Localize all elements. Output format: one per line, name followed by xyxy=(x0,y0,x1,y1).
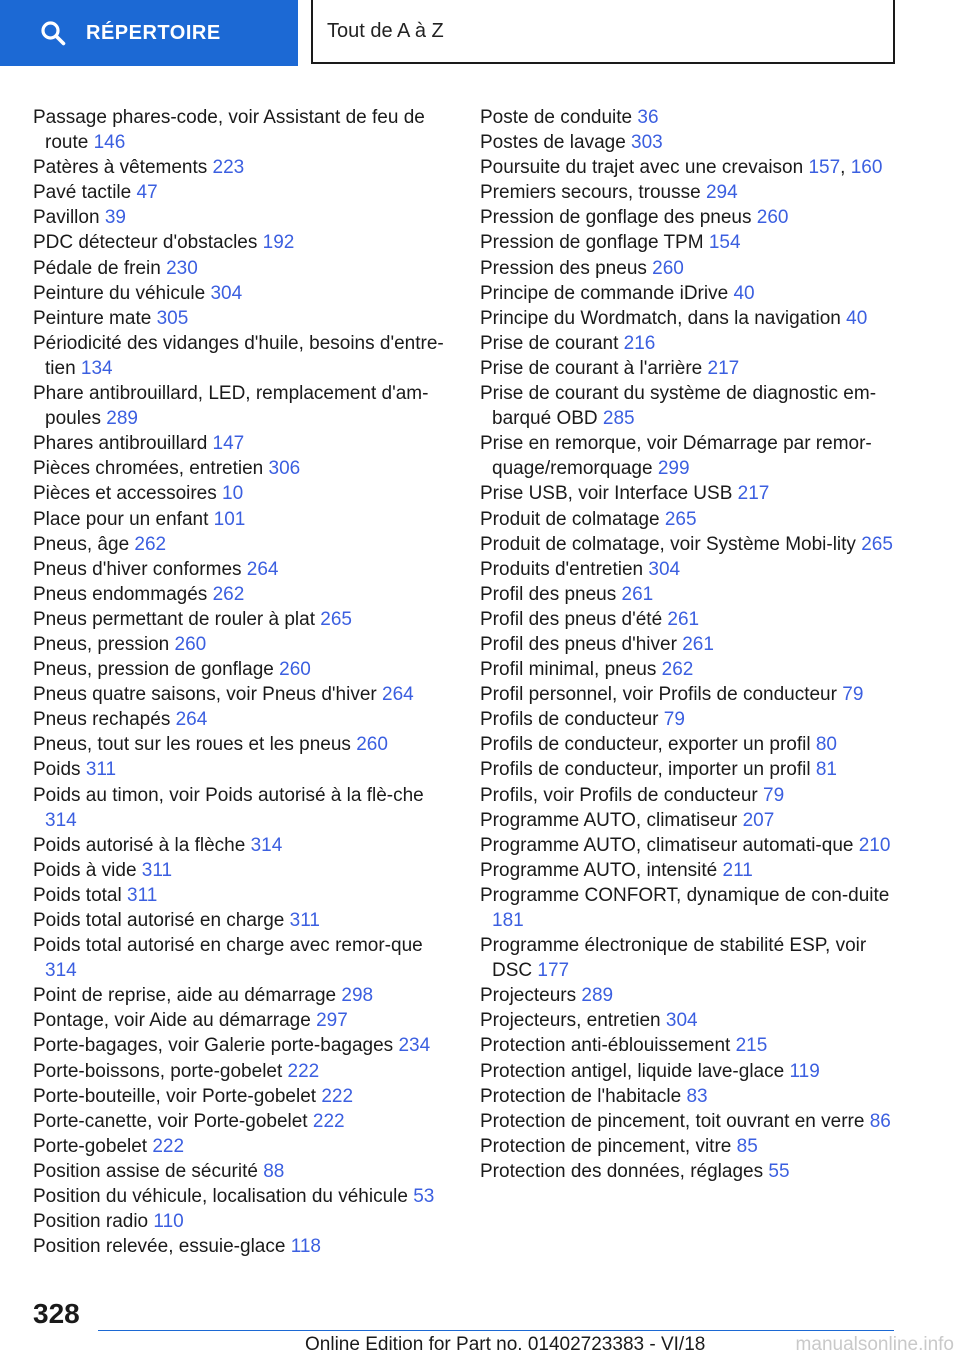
index-entry xyxy=(480,1033,900,1058)
index-entry xyxy=(33,1184,453,1209)
index-entry-text: Pneus, pression xyxy=(33,633,170,655)
page-link[interactable]: 101 xyxy=(213,508,246,530)
page-link[interactable]: 289 xyxy=(581,985,614,1007)
index-entry xyxy=(33,456,453,481)
index-entry xyxy=(480,707,900,732)
index-entry-text: Passage phares-code, voir Assistant de feu de route xyxy=(33,107,425,154)
page-link[interactable]: 306 xyxy=(268,458,301,480)
page-link[interactable]: 215 xyxy=(735,1035,768,1057)
page-link[interactable]: 223 xyxy=(212,157,245,179)
page-link[interactable]: 79 xyxy=(842,684,864,706)
page-link[interactable]: 177 xyxy=(537,960,570,982)
index-entry xyxy=(480,481,900,506)
page-link[interactable]: 260 xyxy=(174,633,207,655)
page-link[interactable]: 119 xyxy=(789,1060,820,1082)
index-entry xyxy=(33,230,453,255)
page-link[interactable]: 304 xyxy=(210,282,243,304)
index-entry xyxy=(33,557,453,582)
page-link[interactable]: 260 xyxy=(356,734,388,756)
index-entry-text: Projecteurs xyxy=(480,985,577,1007)
index-entry xyxy=(480,783,900,808)
index-entry-text: Pression de gonflage TPM xyxy=(480,232,704,254)
index-entry xyxy=(33,1159,453,1184)
index-entry xyxy=(33,883,453,908)
index-entry-text: Porte-boissons, porte-gobelet xyxy=(33,1060,283,1082)
index-entry-text: Pavé tactile xyxy=(33,182,132,204)
index-entry xyxy=(480,105,900,130)
index-entry-text: Position assise de sécurité xyxy=(33,1160,258,1182)
index-entry-text: Pontage, voir Aide au démarrage xyxy=(33,1010,311,1032)
index-entry-text: Pneus d'hiver conformes xyxy=(33,558,242,580)
page-link[interactable]: 222 xyxy=(287,1060,320,1082)
page-link[interactable]: 157 xyxy=(808,157,841,179)
page-link[interactable]: 210 xyxy=(858,834,891,856)
index-entry xyxy=(33,180,453,205)
index-entry xyxy=(33,256,453,281)
index-entry-text: Pavillon xyxy=(33,207,100,229)
index-entry-text: Porte-bouteille, voir Porte-gobelet xyxy=(33,1085,317,1107)
index-entry-text: Porte-bagages, voir Galerie porte-bagages xyxy=(33,1035,394,1057)
index-entry xyxy=(480,607,900,632)
page-link[interactable]: 303 xyxy=(631,132,663,154)
page-link[interactable]: 234 xyxy=(398,1035,431,1057)
index-entry-text: Protection des données, réglages xyxy=(480,1160,764,1182)
page-link[interactable]: 217 xyxy=(737,483,770,505)
page-link[interactable]: 55 xyxy=(768,1160,790,1182)
index-entry-text: Programme AUTO, intensité xyxy=(480,859,718,881)
page-separator: , xyxy=(840,157,846,179)
page-link[interactable]: 86 xyxy=(869,1110,891,1132)
index-entry-text: Position du véhicule, localisation du véhicule xyxy=(33,1186,408,1208)
index-entry xyxy=(33,306,453,331)
index-entry xyxy=(33,1084,453,1109)
index-entry xyxy=(480,356,900,381)
page-link[interactable]: 304 xyxy=(665,1010,698,1032)
page-link[interactable]: 261 xyxy=(682,633,714,655)
page-link[interactable]: 118 xyxy=(290,1236,321,1258)
page-link[interactable]: 305 xyxy=(156,307,189,329)
index-entry xyxy=(480,757,900,782)
page-link[interactable]: 134 xyxy=(80,357,113,379)
page-link[interactable]: 304 xyxy=(648,558,681,580)
index-entry-text: Profil minimal, pneus xyxy=(480,659,657,681)
page-link[interactable]: 262 xyxy=(661,659,694,681)
index-entry xyxy=(480,582,900,607)
index-entry-text: Porte-canette, voir Porte-gobelet xyxy=(33,1110,308,1132)
footer-divider xyxy=(98,1330,894,1331)
index-entry xyxy=(33,983,453,1008)
index-entry xyxy=(480,130,900,155)
index-entry xyxy=(33,607,453,632)
index-entry-text: PDC détecteur d'obstacles xyxy=(33,232,258,254)
page-link[interactable]: 264 xyxy=(246,558,279,580)
index-entry xyxy=(33,507,453,532)
index-entry xyxy=(480,732,900,757)
index-entry-text: Poste de conduite xyxy=(480,107,633,128)
index-entry xyxy=(480,1008,900,1033)
index-entry xyxy=(33,155,453,180)
index-entry-text: Pneus, pression de gonflage xyxy=(33,659,274,681)
page-link[interactable]: 264 xyxy=(382,684,414,706)
index-entry xyxy=(480,205,900,230)
index-entry-text: Poids autorisé à la flèche xyxy=(33,834,246,856)
index-entry-text: Pression des pneus xyxy=(480,257,647,279)
search-icon xyxy=(40,20,66,46)
index-entry xyxy=(480,1109,900,1134)
index-entry-text: Profil des pneus d'été xyxy=(480,608,663,630)
index-entry xyxy=(33,858,453,883)
index-entry-text: Principe de commande iDrive xyxy=(480,282,729,304)
page-link[interactable]: 207 xyxy=(742,809,775,831)
page-link[interactable]: 311 xyxy=(127,884,158,906)
index-entry xyxy=(480,1159,900,1184)
index-entry xyxy=(33,632,453,657)
index-column-left xyxy=(33,105,453,1259)
index-entry xyxy=(480,808,900,833)
index-entry xyxy=(33,532,453,557)
index-entry-text: Principe du Wordmatch, dans la navigation xyxy=(480,307,841,329)
index-entry xyxy=(33,783,453,833)
page-link[interactable]: 192 xyxy=(262,232,295,254)
index-entry xyxy=(33,431,453,456)
index-entry xyxy=(480,281,900,306)
index-entry xyxy=(480,657,900,682)
page-link[interactable]: 260 xyxy=(652,257,684,279)
index-entry-text: Pièces chromées, entretien xyxy=(33,458,264,480)
index-entry-text: Profil personnel, voir Profils de conducteur xyxy=(480,684,837,706)
index-entry-text: Profils de conducteur xyxy=(480,709,659,731)
page-link[interactable]: 289 xyxy=(106,408,138,430)
index-entry-text: Périodicité des vidanges d'huile, besoins d'entre-tien xyxy=(33,332,444,379)
index-entry xyxy=(480,983,900,1008)
page-link[interactable]: 47 xyxy=(136,182,158,204)
page-link[interactable]: 314 xyxy=(45,809,77,831)
page-link[interactable]: 181 xyxy=(492,910,524,931)
index-entry-text: Programme AUTO, climatiseur automati-que xyxy=(480,834,854,856)
page-link[interactable]: 79 xyxy=(663,709,685,731)
watermark: manualsonline.info xyxy=(795,1334,954,1355)
index-entry-text: Pneus permettant de rouler à plat xyxy=(33,608,316,630)
page-link[interactable]: 160 xyxy=(850,157,883,179)
page-link[interactable]: 261 xyxy=(621,583,654,605)
index-column-right xyxy=(480,105,900,1184)
index-entry-text: Programme AUTO, climatiseur xyxy=(480,809,738,831)
index-entry-text: Poids total autorisé en charge xyxy=(33,910,285,931)
page-link[interactable]: 262 xyxy=(134,533,167,555)
index-entry xyxy=(33,1234,453,1259)
index-entry xyxy=(480,381,900,431)
index-entry-text: Peinture mate xyxy=(33,307,152,329)
page-link[interactable]: 110 xyxy=(153,1211,184,1233)
index-entry xyxy=(33,381,453,431)
page-link[interactable]: 311 xyxy=(289,910,320,931)
index-entry xyxy=(33,732,453,757)
index-entry-text: Pièces et accessoires xyxy=(33,483,217,505)
page-link[interactable]: 222 xyxy=(312,1110,345,1132)
index-entry xyxy=(480,256,900,281)
index-entry-text: Position relevée, essuie-glace xyxy=(33,1236,286,1258)
page-link[interactable]: 222 xyxy=(152,1135,185,1157)
index-entry xyxy=(480,180,900,205)
index-entry-text: Pneus endommagés xyxy=(33,583,208,605)
index-entry-text: Programme électronique de stabilité ESP, voir DSC xyxy=(480,935,867,982)
index-entry xyxy=(33,1033,453,1058)
tab-a-to-z[interactable] xyxy=(311,0,895,64)
page-link[interactable]: 222 xyxy=(321,1085,354,1107)
page-link[interactable]: 299 xyxy=(657,458,690,480)
index-entry xyxy=(480,431,900,481)
repertoire-label: RÉPERTOIRE xyxy=(86,21,221,44)
page-link[interactable]: 80 xyxy=(815,734,837,756)
page-link[interactable]: 264 xyxy=(175,709,208,731)
index-entry xyxy=(33,331,453,381)
page-link[interactable]: 79 xyxy=(763,784,785,806)
index-entry-text: Poids total autorisé en charge avec remor-que xyxy=(33,935,423,957)
index-entry-text: Produit de colmatage xyxy=(480,508,660,530)
index-entry-text: Point de reprise, aide au démarrage xyxy=(33,985,337,1007)
page-link[interactable]: 230 xyxy=(166,257,198,279)
page-link[interactable]: 261 xyxy=(667,608,700,630)
repertoire-button[interactable] xyxy=(0,0,298,66)
index-entry-text: Poids à vide xyxy=(33,859,137,881)
index-entry-text: Peinture du véhicule xyxy=(33,282,206,304)
index-entry xyxy=(33,1059,453,1084)
index-entry-text: Profils de conducteur, importer un profil xyxy=(480,759,811,781)
index-entry-text: Phare antibrouillard, LED, remplacement d'am-poules xyxy=(33,383,429,430)
index-entry xyxy=(480,155,900,180)
index-entry xyxy=(33,1209,453,1234)
header xyxy=(0,0,960,66)
page-link[interactable]: 40 xyxy=(846,307,868,329)
index-entry xyxy=(33,908,453,933)
page-link[interactable]: 217 xyxy=(707,357,740,379)
index-entry-text: Position radio xyxy=(33,1211,149,1233)
index-entry xyxy=(33,1008,453,1033)
page-number: 328 xyxy=(33,1298,80,1329)
page-link[interactable]: 314 xyxy=(250,834,283,856)
tab-a-to-z-label: Tout de A à Z xyxy=(327,19,444,42)
index-entry-text: Pneus rechapés xyxy=(33,709,171,731)
page-link[interactable]: 10 xyxy=(222,483,244,505)
index-entry xyxy=(480,833,900,858)
index-entry-text: Poursuite du trajet avec une crevaison xyxy=(480,157,804,179)
index-entry xyxy=(33,757,453,782)
index-entry-text: Protection de pincement, vitre xyxy=(480,1135,732,1157)
index-entry xyxy=(33,833,453,858)
index-entry xyxy=(480,682,900,707)
index-entry xyxy=(33,1134,453,1159)
index-entry-text: Profil des pneus d'hiver xyxy=(480,633,677,655)
index-entry xyxy=(33,281,453,306)
page-link[interactable]: 36 xyxy=(637,107,659,128)
index-entry-text: Patères à vêtements xyxy=(33,157,208,179)
page-link[interactable]: 85 xyxy=(736,1135,758,1157)
index-entry-text: Prise en remorque, voir Démarrage par remor-quage/remorquage xyxy=(480,433,872,480)
page-link[interactable]: 53 xyxy=(413,1186,435,1208)
index-entry-text: Pneus, tout sur les roues et les pneus xyxy=(33,734,351,756)
index-entry-text: Projecteurs, entretien xyxy=(480,1010,661,1032)
index-entry xyxy=(480,632,900,657)
page-link[interactable]: 262 xyxy=(212,583,245,605)
index-entry-text: Protection antigel, liquide lave-glace xyxy=(480,1060,785,1082)
index-entry-text: Pédale de frein xyxy=(33,257,161,279)
index-entry-text: Place pour un enfant xyxy=(33,508,209,530)
index-entry-text: Programme CONFORT, dynamique de con-duite xyxy=(480,884,890,906)
page-link[interactable]: 265 xyxy=(664,508,697,530)
index-entry xyxy=(480,331,900,356)
page-link[interactable]: 311 xyxy=(141,859,173,881)
index-entry-text: Phares antibrouillard xyxy=(33,433,208,455)
index-entry xyxy=(33,1109,453,1134)
index-entry xyxy=(480,1059,900,1084)
index-entry xyxy=(33,657,453,682)
index-entry xyxy=(33,481,453,506)
page-link[interactable]: 81 xyxy=(815,759,837,781)
index-entry-text: Profils de conducteur, exporter un profil xyxy=(480,734,811,756)
index-entry xyxy=(480,532,900,557)
index-entry xyxy=(480,507,900,532)
index-entry-text: Protection de pincement, toit ouvrant en verre xyxy=(480,1110,865,1132)
page-link[interactable]: 83 xyxy=(686,1085,708,1107)
index-entry-text: Prise de courant à l'arrière xyxy=(480,357,703,379)
page-link[interactable]: 294 xyxy=(705,182,738,204)
index-entry-text: Produit de colmatage, voir Système Mobi-lity xyxy=(480,533,856,555)
index-entry-text: Profil des pneus xyxy=(480,583,617,605)
page-link[interactable]: 311 xyxy=(85,759,117,781)
edition-text: Online Edition for Part no. 01402723383 - VI/18 xyxy=(305,1334,706,1355)
page-link[interactable]: 265 xyxy=(861,533,893,555)
index-entry xyxy=(33,205,453,230)
index-entry xyxy=(480,306,900,331)
index-entry xyxy=(33,682,453,707)
index-entry-text: Protection de l'habitacle xyxy=(480,1085,682,1107)
index-entry xyxy=(480,1134,900,1159)
index-entry xyxy=(480,883,900,933)
page-link[interactable]: 147 xyxy=(212,433,245,455)
index-entry-text: Profils, voir Profils de conducteur xyxy=(480,784,758,806)
page-link[interactable]: 297 xyxy=(316,1010,348,1032)
index-entry xyxy=(480,858,900,883)
index-entry xyxy=(33,105,453,155)
index-entry-text: Postes de lavage xyxy=(480,132,626,154)
page-link[interactable]: 260 xyxy=(756,207,789,229)
index-entry-text: Pression de gonflage des pneus xyxy=(480,207,752,229)
page-link[interactable]: 298 xyxy=(341,985,374,1007)
index-entry-text: Pneus quatre saisons, voir Pneus d'hiver xyxy=(33,684,377,706)
index-entry-text: Poids total xyxy=(33,884,122,906)
index-entry-text: Poids xyxy=(33,759,81,781)
page-link[interactable]: 285 xyxy=(602,408,635,430)
index-entry xyxy=(480,1084,900,1109)
index-entry-text: Porte-gobelet xyxy=(33,1135,148,1157)
page-link[interactable]: 39 xyxy=(104,207,126,229)
page-link[interactable]: 211 xyxy=(722,859,753,881)
index-entry-text: Poids au timon, voir Poids autorisé à la flè-che xyxy=(33,784,424,806)
index-entry-text: Premiers secours, trousse xyxy=(480,182,701,204)
page-link[interactable]: 40 xyxy=(733,282,755,304)
index-entry xyxy=(33,582,453,607)
page-link[interactable]: 314 xyxy=(45,960,77,982)
index-entry xyxy=(480,557,900,582)
index-entry-text: Produits d'entretien xyxy=(480,558,644,580)
page-link[interactable]: 88 xyxy=(263,1160,285,1182)
page-link[interactable]: 154 xyxy=(708,232,741,254)
page-link[interactable]: 265 xyxy=(320,608,352,630)
index-entry-text: Prise de courant xyxy=(480,332,619,354)
index-entry-text: Prise USB, voir Interface USB xyxy=(480,483,733,505)
index-entry-text: Pneus, âge xyxy=(33,533,130,555)
index-entry-text: Protection anti-éblouissement xyxy=(480,1035,731,1057)
index-entry xyxy=(480,933,900,983)
index-entry xyxy=(33,707,453,732)
index-entry-text: Prise de courant du système de diagnostic em-barqué OBD xyxy=(480,383,877,430)
index-entry xyxy=(33,933,453,983)
page-link[interactable]: 146 xyxy=(93,132,126,154)
page-link[interactable]: 260 xyxy=(279,659,311,681)
page-link[interactable]: 216 xyxy=(623,332,656,354)
index-entry xyxy=(480,230,900,255)
